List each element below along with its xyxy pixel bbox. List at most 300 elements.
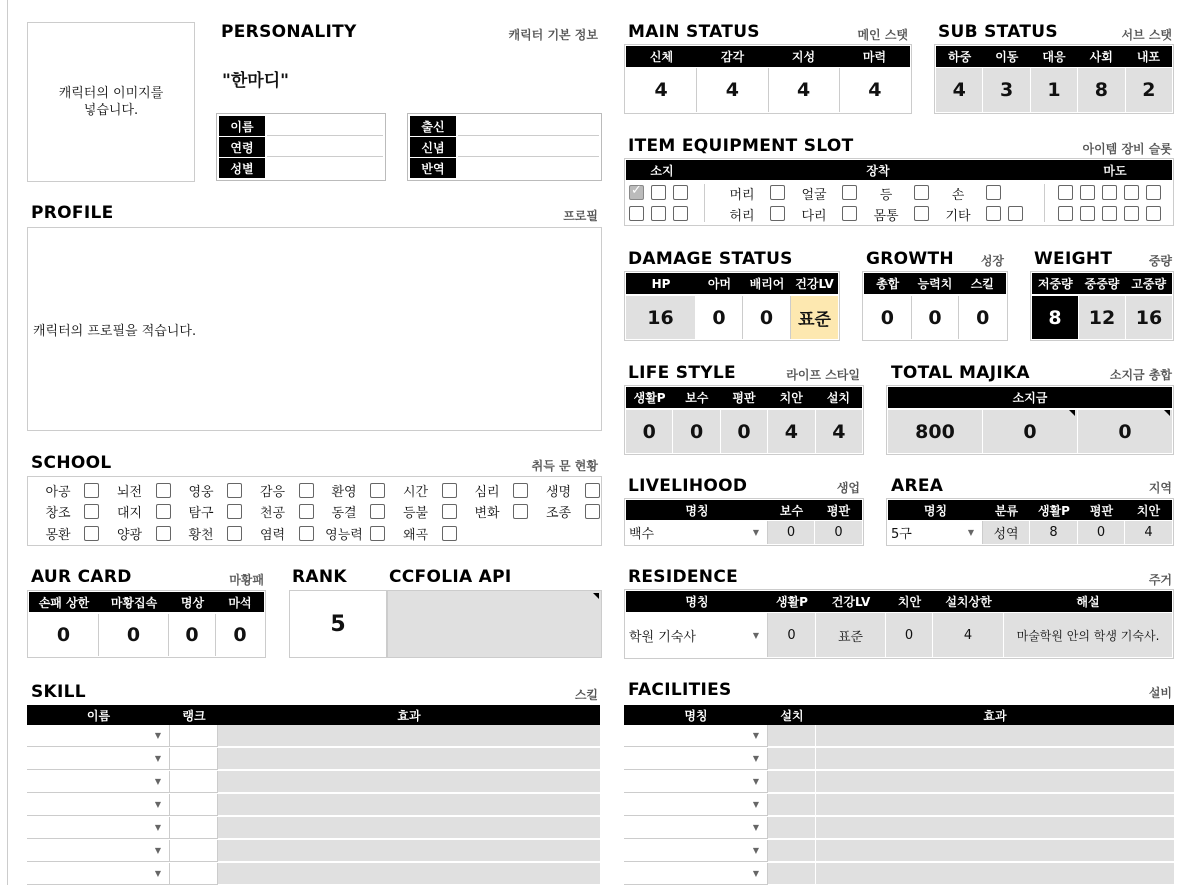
equip-slot-label: 등: [879, 188, 893, 203]
sub-status-values: [936, 68, 1172, 112]
life-value-security: 4: [768, 410, 815, 453]
life-header-install: 설치: [826, 391, 850, 405]
profile-text: 캐릭터의 프로필을 적습니다.: [33, 324, 197, 339]
area-title: AREA: [891, 476, 944, 496]
weight-value-high: 16: [1126, 296, 1172, 339]
dropdown-arrow-icon: ▼: [154, 846, 161, 855]
dropdown-arrow-icon: ▼: [752, 754, 759, 763]
name-input[interactable]: [267, 116, 383, 136]
sub-header-inner: 내포: [1136, 50, 1160, 64]
skill-rank-cell[interactable]: [170, 771, 218, 793]
residence-value-name: 학원 기숙사: [629, 629, 696, 645]
skill-name-select[interactable]: [27, 725, 170, 747]
main-status-values: [626, 68, 910, 112]
residence-header-name: 명칭: [685, 595, 709, 609]
life-header-lifep: 생활P: [633, 391, 666, 405]
field-label-age: 연령: [219, 137, 265, 157]
ccfolia-api-cell[interactable]: [387, 590, 602, 658]
area-select[interactable]: [888, 521, 983, 544]
school-checkbox[interactable]: [370, 483, 385, 498]
dropdown-arrow-icon: ▼: [154, 754, 161, 763]
livelihood-header-name: 명칭: [685, 503, 709, 518]
majika-value-total: 800: [888, 410, 983, 453]
school-label: 왜곡: [402, 527, 429, 543]
equip-slot-checkbox[interactable]: [842, 185, 857, 200]
profile-textarea[interactable]: [27, 227, 602, 431]
total-majika-header: [888, 387, 1172, 408]
character-image-placeholder[interactable]: 캐릭터의 이미지를 넣습니다.: [27, 22, 195, 182]
equip-slot-label: 기타: [945, 209, 971, 224]
dropdown-arrow-icon: ▼: [752, 731, 759, 740]
ccfolia-title: CCFOLIA API: [389, 567, 512, 587]
magic-slot-checkbox[interactable]: [1080, 185, 1095, 200]
facilities-header: [624, 705, 1174, 725]
school-label: 아공: [45, 484, 71, 500]
school-checkbox[interactable]: [227, 526, 242, 541]
skill-name-select[interactable]: [27, 794, 170, 816]
weight-header-mid: 중중량: [1084, 277, 1120, 291]
area-header-class: 분류: [994, 503, 1019, 518]
field-label-gender: 성별: [219, 158, 265, 178]
school-label: 환영: [331, 484, 357, 500]
facility-install-cell: [768, 725, 816, 747]
aur-card-subtitle: 마황패: [229, 573, 264, 587]
facility-name-select[interactable]: [624, 725, 768, 747]
aur-value-meditation[interactable]: 0: [169, 614, 216, 656]
carry-checkbox[interactable]: [651, 206, 666, 221]
skill-rank-cell[interactable]: [170, 794, 218, 816]
skill-rank-cell[interactable]: [170, 840, 218, 862]
belief-input[interactable]: [458, 137, 599, 157]
magic-slot-checkbox[interactable]: [1080, 206, 1095, 221]
equip-slot-checkbox[interactable]: [986, 206, 1001, 221]
carry-checkbox[interactable]: [651, 185, 666, 200]
weight-value-low: 8: [1032, 296, 1079, 339]
school-label: 영능력: [325, 527, 363, 543]
weight-value-mid: 12: [1079, 296, 1126, 339]
livelihood-value-name: 백수: [629, 527, 655, 542]
area-header-name: 명칭: [923, 503, 948, 518]
facility-row: [624, 748, 1174, 770]
school-item: [536, 480, 606, 500]
school-label: 황천: [188, 527, 214, 543]
main-header-magic: 마력: [862, 50, 887, 64]
facility-effect-cell: [816, 817, 1174, 839]
item-slot-grid: [626, 182, 1172, 224]
item-slot-header: [626, 160, 1172, 180]
damage-value-health[interactable]: 표준: [791, 296, 838, 339]
main-value-intellect[interactable]: 4: [769, 68, 840, 112]
main-header-sense: 감각: [720, 50, 745, 64]
school-label: 염력: [259, 527, 286, 543]
aur-card-values: [29, 614, 264, 656]
facility-effect-cell: [816, 863, 1174, 885]
residence-header-install-cap: 설치상한: [945, 595, 992, 609]
residence-select[interactable]: [626, 613, 768, 657]
equip-slot-checkbox[interactable]: [1008, 206, 1023, 221]
main-value-sense[interactable]: 4: [697, 68, 768, 112]
facility-name-select[interactable]: [624, 771, 768, 793]
life-style-values: [626, 410, 862, 453]
school-item: [321, 523, 391, 543]
area-values: [888, 521, 1172, 544]
life-value-reputation: 0: [721, 410, 768, 453]
school-item: [107, 523, 177, 543]
livelihood-header: [626, 500, 862, 520]
main-status-subtitle: 메인 스탯: [857, 28, 908, 42]
total-majika-title: TOTAL MAJIKA: [891, 363, 1030, 383]
school-label: 대지: [116, 506, 143, 521]
school-item: [35, 523, 105, 543]
residence-values: [626, 613, 1172, 657]
school-checkbox[interactable]: [585, 483, 600, 498]
school-checkbox[interactable]: [442, 504, 457, 519]
life-header-reward: 보수: [685, 391, 709, 405]
main-value-body[interactable]: 4: [626, 68, 697, 112]
residence-header-desc: 해설: [1076, 595, 1100, 609]
separator: [1044, 184, 1045, 222]
weight-title: WEIGHT: [1034, 249, 1113, 269]
majika-value-3[interactable]: [1078, 410, 1172, 453]
growth-value-skill[interactable]: 0: [959, 296, 1006, 339]
residence-header-lifep: 생활P: [776, 595, 808, 609]
school-label: 심리: [474, 484, 500, 500]
school-item: [464, 502, 534, 522]
residence-value-lifep: 0: [768, 613, 816, 657]
item-header-magic: 마도: [1103, 163, 1127, 178]
school-checkbox[interactable]: [299, 483, 314, 498]
school-checkbox[interactable]: [84, 504, 99, 519]
quote-text[interactable]: "한마디": [222, 71, 289, 91]
school-label: 등불: [402, 506, 429, 521]
facility-effect-cell: [816, 748, 1174, 770]
school-label: 양광: [116, 527, 143, 543]
majika-header-money: 소지금: [1012, 391, 1048, 405]
school-checkbox[interactable]: [227, 483, 242, 498]
profile-subtitle: 프로필: [563, 209, 598, 223]
age-input[interactable]: [267, 137, 383, 157]
rank-value: 5: [330, 611, 346, 637]
carry-checkbox[interactable]: [629, 206, 644, 221]
origin-input[interactable]: [458, 116, 599, 136]
school-label: 뇌전: [116, 484, 143, 500]
rank-title: RANK: [292, 567, 347, 587]
school-item: [250, 523, 320, 543]
school-item: [250, 502, 320, 522]
school-checkbox[interactable]: [84, 483, 99, 498]
rank-box[interactable]: [289, 590, 387, 658]
livelihood-values: [626, 521, 862, 544]
weight-header-low: 저중량: [1037, 277, 1073, 291]
row-gutter: [0, 0, 8, 885]
facility-row: [624, 863, 1174, 885]
total-majika-subtitle: 소지금 총합: [1109, 368, 1172, 382]
skill-row: [27, 725, 600, 747]
carry-checkbox[interactable]: [673, 206, 688, 221]
field-label-name: 이름: [219, 116, 265, 136]
facility-name-select[interactable]: [624, 863, 768, 885]
main-header-intellect: 지성: [791, 50, 816, 64]
school-label: 변화: [474, 506, 500, 521]
school-subtitle: 취득 문 현황: [531, 459, 598, 473]
basic-info-right: [407, 113, 602, 181]
majika-value-3-text: 0: [1118, 420, 1132, 443]
school-label: 천공: [259, 506, 286, 521]
skill-effect-cell: [218, 748, 600, 770]
equip-slot-checkbox[interactable]: [914, 206, 929, 221]
skill-header-name: 이름: [86, 708, 111, 723]
dropdown-arrow-icon: ▼: [752, 869, 759, 878]
school-checkbox[interactable]: [299, 526, 314, 541]
skill-name-select[interactable]: [27, 748, 170, 770]
area-header-reputation: 평판: [1089, 503, 1114, 518]
personality-title: PERSONALITY: [221, 22, 357, 42]
field-label-origin: 출신: [410, 116, 456, 136]
livelihood-subtitle: 생업: [836, 481, 860, 495]
school-item: [393, 502, 463, 522]
damage-header-barrier: 배리어: [749, 277, 785, 291]
school-label: 몽환: [45, 527, 71, 543]
school-checkbox[interactable]: [156, 483, 171, 498]
main-value-magic[interactable]: 4: [840, 68, 910, 112]
damage-value-barrier[interactable]: 0: [743, 296, 791, 339]
skill-name-select[interactable]: [27, 817, 170, 839]
dropdown-arrow-icon: ▼: [752, 800, 759, 809]
aur-value-magic-stone[interactable]: 0: [216, 614, 264, 656]
school-label: 감응: [259, 484, 286, 500]
dropdown-arrow-icon: ▼: [154, 823, 161, 832]
livelihood-header-reputation: 평판: [826, 503, 851, 518]
livelihood-title: LIVELIHOOD: [628, 476, 748, 496]
item-header-equip: 장착: [866, 163, 890, 178]
sub-header-move: 이동: [995, 50, 1019, 64]
growth-values: [864, 296, 1006, 339]
residence-header: [626, 591, 1172, 612]
weight-values: [1032, 296, 1172, 339]
school-checkboxes: [27, 476, 602, 546]
sub-header-social: 사회: [1089, 50, 1113, 64]
dropdown-arrow-icon: ▼: [154, 731, 161, 740]
livelihood-select[interactable]: [626, 521, 768, 544]
skill-header-rank: 랭크: [182, 708, 206, 723]
school-checkbox[interactable]: [442, 526, 457, 541]
carry-checkbox[interactable]: [629, 185, 644, 200]
livelihood-header-reward: 보수: [779, 503, 804, 518]
facility-effect-cell: [816, 840, 1174, 862]
school-checkbox[interactable]: [585, 504, 600, 519]
life-header-security: 치안: [779, 391, 803, 405]
school-item: [178, 502, 248, 522]
school-checkbox[interactable]: [513, 483, 528, 498]
damage-header-armor: 아머: [707, 277, 732, 291]
area-value-security: 4: [1125, 521, 1172, 544]
school-label: 탐구: [188, 506, 214, 521]
equip-slot-label: 얼굴: [801, 188, 827, 203]
facility-row: [624, 840, 1174, 862]
skill-effect-cell: [218, 725, 600, 747]
life-value-install: 4: [816, 410, 862, 453]
magic-slot-checkbox[interactable]: [1124, 206, 1139, 221]
sub-status-header: [936, 46, 1172, 67]
facility-name-select[interactable]: [624, 817, 768, 839]
personality-subtitle: 캐릭터 기본 정보: [508, 28, 598, 42]
skill-rank-cell[interactable]: [170, 817, 218, 839]
main-status-header: [626, 46, 910, 67]
school-title: SCHOOL: [31, 453, 112, 473]
dropdown-arrow-icon: ▼: [752, 777, 759, 786]
magic-slot-checkbox[interactable]: [1058, 185, 1073, 200]
school-label: 창조: [45, 506, 71, 521]
skill-effect-cell: [218, 817, 600, 839]
school-item: [536, 502, 606, 522]
facility-install-cell: [768, 794, 816, 816]
school-label: 영웅: [188, 484, 214, 500]
residence-value-desc: 마술학원 안의 학생 기숙사.: [1004, 613, 1172, 657]
magic-slot-checkbox[interactable]: [1124, 185, 1139, 200]
school-item: [178, 480, 248, 500]
equip-slot-label: 몸통: [873, 209, 899, 224]
magic-slot-checkbox[interactable]: [1102, 206, 1117, 221]
facility-name-select[interactable]: [624, 840, 768, 862]
area-value-reputation: 0: [1078, 521, 1125, 544]
weight-header-high: 고중량: [1131, 277, 1167, 291]
dropdown-arrow-icon: ▼: [752, 528, 759, 537]
school-checkbox[interactable]: [442, 483, 457, 498]
school-checkbox[interactable]: [156, 504, 171, 519]
life-value-lifep: 0: [626, 410, 673, 453]
aur-card-title: AUR CARD: [31, 567, 132, 587]
residence-value-install-cap: 4: [933, 613, 1004, 657]
livelihood-value-reward: 0: [768, 521, 815, 544]
skill-rank-cell[interactable]: [170, 863, 218, 885]
field-label-belief: 신념: [410, 137, 456, 157]
area-header-security: 치안: [1136, 503, 1161, 518]
school-item: [107, 502, 177, 522]
area-subtitle: 지역: [1148, 481, 1172, 495]
item-header-carry: 소지: [650, 163, 674, 178]
rebellion-input[interactable]: [458, 158, 599, 178]
facility-row: [624, 794, 1174, 816]
residence-header-health: 건강LV: [831, 595, 871, 609]
skill-title: SKILL: [31, 682, 86, 702]
facility-name-select[interactable]: [624, 794, 768, 816]
dropdown-arrow-icon: ▼: [154, 777, 161, 786]
damage-value-armor[interactable]: 0: [696, 296, 743, 339]
magic-slot-checkbox[interactable]: [1146, 185, 1161, 200]
dropdown-arrow-icon: ▼: [967, 528, 974, 537]
facility-install-cell: [768, 817, 816, 839]
area-header-lifep: 생활P: [1038, 503, 1070, 518]
aur-value-hand[interactable]: 0: [29, 614, 99, 656]
aur-header-focus: 마황집속: [110, 595, 158, 610]
field-label-rebellion: 반역: [410, 158, 456, 178]
equip-slot-checkbox[interactable]: [842, 206, 857, 221]
school-checkbox[interactable]: [227, 504, 242, 519]
dropdown-arrow-icon: ▼: [752, 846, 759, 855]
dropdown-arrow-icon: ▼: [154, 800, 161, 809]
school-checkbox[interactable]: [513, 504, 528, 519]
sub-value-inner: 2: [1126, 68, 1172, 112]
skill-subtitle: 스킬: [574, 688, 598, 702]
carry-checkbox[interactable]: [673, 185, 688, 200]
equip-slot-checkbox[interactable]: [986, 185, 1001, 200]
life-value-reward: 0: [673, 410, 720, 453]
residence-value-security: 0: [886, 613, 933, 657]
aur-header-meditation: 명상: [180, 595, 205, 610]
skill-rank-cell[interactable]: [170, 725, 218, 747]
sub-header-load: 하중: [948, 50, 972, 64]
growth-header: [864, 273, 1006, 294]
school-label: 생명: [545, 484, 572, 500]
facility-name-select[interactable]: [624, 748, 768, 770]
majika-value-2[interactable]: [983, 410, 1078, 453]
life-style-header: [626, 387, 862, 408]
aur-header-magic-stone: 마석: [228, 595, 252, 610]
magic-slot-checkbox[interactable]: [1146, 206, 1161, 221]
school-item: [321, 502, 391, 522]
life-header-reputation: 평판: [732, 391, 756, 405]
main-status-title: MAIN STATUS: [628, 22, 760, 42]
magic-slot-checkbox[interactable]: [1102, 185, 1117, 200]
sub-value-response: 1: [1031, 68, 1078, 112]
equip-slot-label: 허리: [729, 209, 755, 224]
facilities-header-install: 설치: [780, 708, 804, 723]
main-header-body: 신체: [649, 50, 674, 64]
skill-rank-cell[interactable]: [170, 748, 218, 770]
aur-value-focus[interactable]: 0: [99, 614, 169, 656]
skill-effect-cell: [218, 863, 600, 885]
gender-input[interactable]: [267, 158, 383, 178]
skill-rows: [27, 725, 600, 885]
facility-row: [624, 771, 1174, 793]
facility-effect-cell: [816, 794, 1174, 816]
magic-slot-checkbox[interactable]: [1058, 206, 1073, 221]
total-majika-values: [888, 410, 1172, 453]
aur-card-header: [29, 592, 264, 612]
school-checkbox[interactable]: [370, 504, 385, 519]
equip-slot-checkbox[interactable]: [770, 185, 785, 200]
school-checkbox[interactable]: [299, 504, 314, 519]
residence-header-security: 치안: [897, 595, 922, 609]
life-style-title: LIFE STYLE: [628, 363, 736, 383]
school-item: [35, 502, 105, 522]
skill-effect-cell: [218, 840, 600, 862]
residence-subtitle: 주거: [1148, 573, 1172, 587]
growth-value-ability[interactable]: 0: [912, 296, 960, 339]
school-item: [250, 480, 320, 500]
equip-slot-checkbox[interactable]: [914, 185, 929, 200]
school-checkbox[interactable]: [370, 526, 385, 541]
residence-title: RESIDENCE: [628, 567, 739, 587]
skill-name-select[interactable]: [27, 840, 170, 862]
equip-slot-checkbox[interactable]: [770, 206, 785, 221]
item-slot-title: ITEM EQUIPMENT SLOT: [628, 136, 854, 156]
sub-value-move: 3: [983, 68, 1030, 112]
school-checkbox[interactable]: [84, 526, 99, 541]
facility-install-cell: [768, 863, 816, 885]
skill-name-select[interactable]: [27, 863, 170, 885]
sub-header-response: 대응: [1042, 50, 1066, 64]
sub-status-subtitle: 서브 스탯: [1121, 28, 1172, 42]
skill-name-select[interactable]: [27, 771, 170, 793]
skill-row: [27, 863, 600, 885]
school-item: [321, 480, 391, 500]
dropdown-arrow-icon: ▼: [752, 823, 759, 832]
school-item: [35, 480, 105, 500]
growth-value-total[interactable]: 0: [864, 296, 912, 339]
school-checkbox[interactable]: [156, 526, 171, 541]
school-label: 동결: [331, 506, 357, 521]
